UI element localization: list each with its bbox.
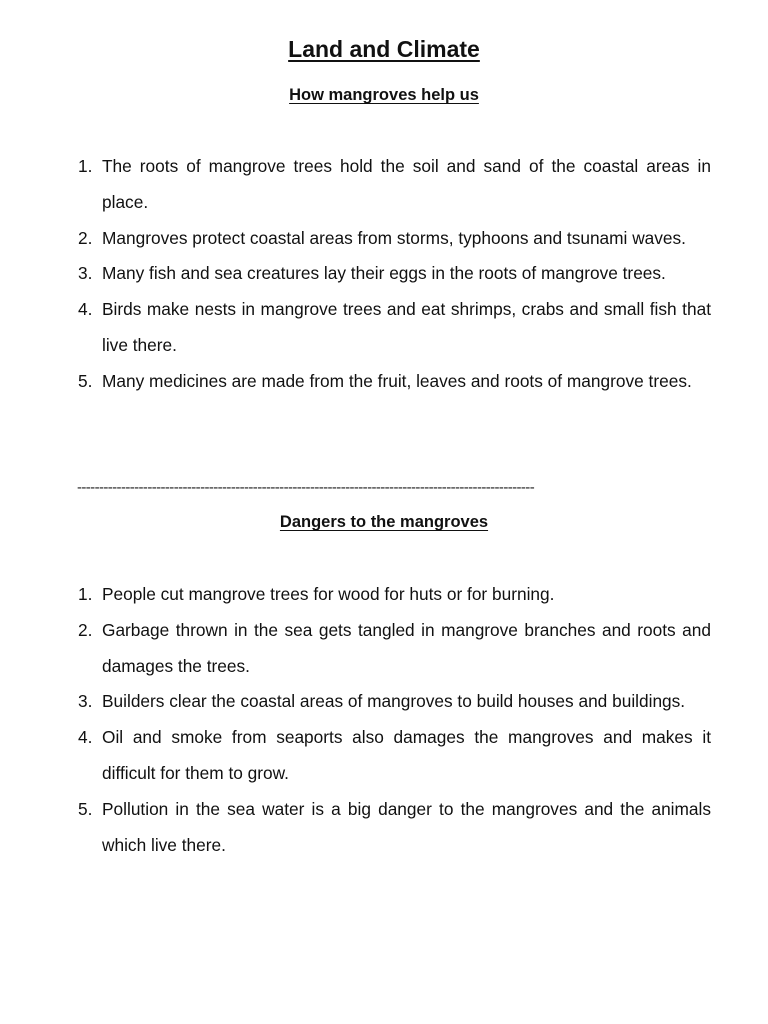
list-item-text: Many fish and sea creatures lay their eggs in the roots of mangrove trees. bbox=[102, 263, 666, 284]
list-item bbox=[0, 684, 768, 720]
list-item-number: 3. bbox=[78, 691, 93, 712]
dangers-list bbox=[0, 577, 768, 863]
list-item-number: 5. bbox=[78, 798, 93, 819]
benefits-list bbox=[0, 149, 768, 400]
list-item-text: Builders clear the coastal areas of mangroves to build houses and buildings. bbox=[102, 691, 686, 712]
list-item-number: 2. bbox=[78, 619, 93, 640]
list-item-text: People cut mangrove trees for wood for huts or for burning. bbox=[102, 584, 555, 604]
list-item bbox=[0, 613, 768, 685]
list-item bbox=[0, 149, 768, 221]
list-item-number: 4. bbox=[78, 299, 93, 320]
list-item bbox=[0, 292, 768, 364]
list-item-text: Oil and smoke from seaports also damages the mangroves and makes it difficult for them to grow. bbox=[102, 727, 711, 783]
list-item bbox=[0, 792, 768, 864]
list-item-number: 4. bbox=[78, 727, 93, 748]
list-item-number: 5. bbox=[78, 370, 93, 391]
list-item-number: 3. bbox=[78, 263, 93, 284]
list-item bbox=[0, 221, 768, 257]
list-item-text: Many medicines are made from the fruit, leaves and roots of mangrove trees. bbox=[102, 370, 692, 391]
list-item-text: Birds make nests in mangrove trees and eat shrimps, crabs and small fish that live there. bbox=[102, 299, 711, 355]
list-item-number: 2. bbox=[78, 227, 93, 248]
list-item bbox=[0, 256, 768, 292]
list-item bbox=[0, 577, 768, 613]
page-title: Land and Climate bbox=[288, 36, 480, 62]
section-heading-how-mangroves-help: How mangroves help us bbox=[289, 86, 479, 104]
list-item-number: 1. bbox=[78, 584, 93, 604]
list-item-text: The roots of mangrove trees hold the soil and sand of the coastal areas in place. bbox=[102, 156, 711, 212]
dashed-divider: -------------------------------------------------------------------------------------------------------- bbox=[77, 479, 535, 496]
list-item bbox=[0, 364, 768, 400]
list-item-text: Garbage thrown in the sea gets tangled in mangrove branches and roots and damages the trees. bbox=[102, 619, 711, 676]
section-heading-dangers: Dangers to the mangroves bbox=[279, 513, 489, 531]
list-item-number: 1. bbox=[78, 156, 93, 176]
list-item-text: Pollution in the sea water is a big danger to the mangroves and the animals which live there. bbox=[102, 798, 711, 855]
list-item-text: Mangroves protect coastal areas from storms, typhoons and tsunami waves. bbox=[102, 227, 686, 248]
list-item bbox=[0, 720, 768, 792]
